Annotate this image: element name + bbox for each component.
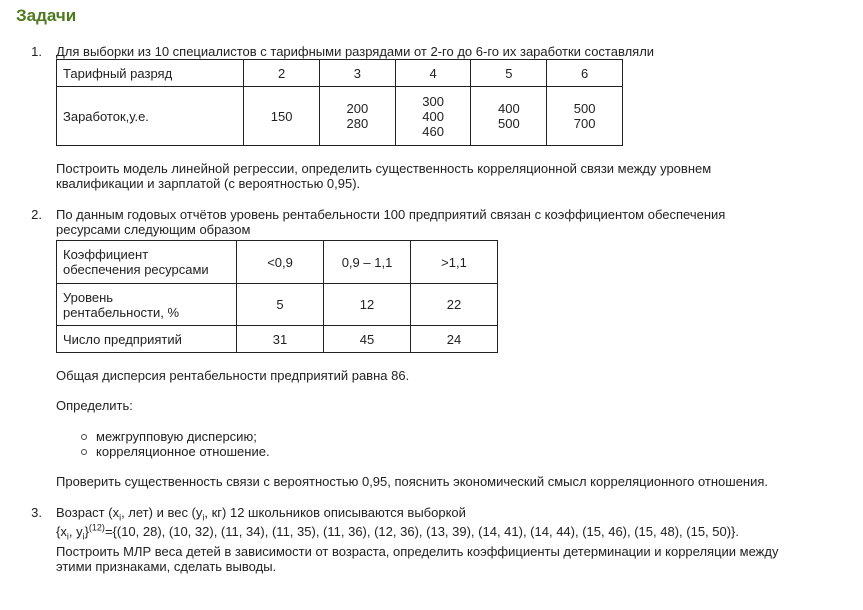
text-fragment: Возраст (x [56, 505, 120, 520]
bullet-circle-icon [81, 434, 87, 440]
cell-value: 500 [497, 116, 520, 131]
text-fragment: , лет) и вес (y [121, 505, 203, 520]
table-cell: 0,9 – 1,1 [324, 241, 411, 284]
table-cell: 31 [237, 326, 324, 353]
task-1-text-line: квалификации и зарплатой (с вероятностью 0,95). [56, 176, 361, 191]
cell-value: 280 [346, 116, 369, 131]
table-cell [244, 87, 320, 146]
table-cell: 4 [395, 60, 471, 87]
table-cell: 24 [411, 326, 498, 353]
table-header-cell [57, 284, 237, 326]
task-3-line-3: Построить МЛР веса детей в зависимости от возраста, определить коэффициенты детерминации и корреляции между [56, 544, 779, 559]
task-2-bullet-list [78, 429, 270, 459]
text-fragment: , y [68, 524, 83, 539]
task-number-3: 3. [31, 505, 42, 520]
page-title: Задачи [16, 6, 77, 25]
list-item-text: межгрупповую дисперсию; [96, 429, 257, 444]
task-1-intro: Для выборки из 10 специалистов с тарифными разрядами от 2-го до 6-го их заработки составляли [56, 44, 655, 59]
table-header-cell [57, 241, 237, 284]
table-cell [395, 87, 471, 146]
task-2-intro-line: По данным годовых отчётов уровень рентабельности 100 предприятий связан с коэффициентом обеспечения [56, 207, 726, 222]
task-2-intro-line: ресурсами следующим образом [56, 222, 251, 237]
cell-value: 300 [422, 93, 444, 109]
list-item-text: корреляционное отношение. [96, 444, 270, 459]
cell-value: 460 [422, 123, 444, 139]
table-row [57, 60, 623, 87]
table-row [57, 241, 498, 284]
table-header-cell: Заработок,у.е. [57, 87, 244, 146]
cell-value: 400 [422, 108, 444, 124]
row-label-line: Коэффициент [63, 247, 149, 262]
subscript: i [202, 512, 205, 523]
table-header-cell: Число предприятий [57, 326, 237, 353]
superscript: (12) [88, 522, 105, 533]
text-fragment: , кг) 12 школьников описываются выборкой [204, 505, 466, 520]
table-row [57, 326, 498, 353]
task-1-text-line: Построить модель линейной регрессии, определить существенность корреляционной связи между уровнем [56, 161, 712, 176]
cell-value: 400 [497, 101, 520, 116]
task-3-line-4: этими признаками, сделать выводы. [56, 559, 277, 574]
task-2-variance-text: Общая дисперсия рентабельности предприятий равна 86. [56, 368, 410, 383]
task-3-line-1 [56, 505, 466, 523]
table-cell: 45 [324, 326, 411, 353]
table-cell [471, 87, 547, 146]
table-header-cell: Тарифный разряд [57, 60, 244, 87]
table-cell: >1,1 [411, 241, 498, 284]
task-3-line-2 [56, 522, 740, 542]
list-item [78, 444, 270, 459]
table-row [57, 284, 498, 326]
cell-value: 700 [573, 116, 596, 131]
table-cell: 6 [547, 60, 623, 87]
table-cell: 5 [471, 60, 547, 87]
task-number-2: 2. [31, 207, 42, 222]
table-cell: 12 [324, 284, 411, 326]
text-fragment: } [84, 524, 89, 539]
task-2-table [56, 240, 498, 353]
task-1-table [56, 59, 623, 146]
subscript: i [66, 531, 69, 542]
list-item [78, 429, 270, 444]
table-cell [319, 87, 395, 146]
cell-value: 150 [270, 108, 293, 124]
table-cell: <0,9 [237, 241, 324, 284]
table-cell: 5 [237, 284, 324, 326]
table-row [57, 87, 623, 146]
bullet-circle-icon [81, 449, 87, 455]
task-2-determine-label: Определить: [56, 398, 133, 413]
task-2-check-text: Проверить существенность связи с вероятностью 0,95, пояснить экономический смысл корреляционного отношения. [56, 474, 769, 489]
table-cell: 22 [411, 284, 498, 326]
text-fragment: {x [56, 524, 67, 539]
table-cell: 3 [319, 60, 395, 87]
row-label-line: рентабельности, % [63, 304, 180, 320]
task-number-1: 1. [31, 44, 42, 59]
subscript: i [82, 531, 85, 542]
table-cell: 2 [244, 60, 320, 87]
row-label-line: обеспечения ресурсами [63, 262, 209, 277]
cell-value: 500 [573, 101, 596, 116]
subscript: i [119, 512, 122, 523]
text-fragment: ={(10, 28), (10, 32), (11, 34), (11, 35), (11, 36), (12, 36), (13, 39), (14, 41), (14, 44), (15, 46), (15, 48), (15, 50)}. [104, 524, 740, 539]
row-label-line: Уровень [63, 289, 114, 305]
cell-value: 200 [346, 101, 369, 116]
table-cell [547, 87, 623, 146]
